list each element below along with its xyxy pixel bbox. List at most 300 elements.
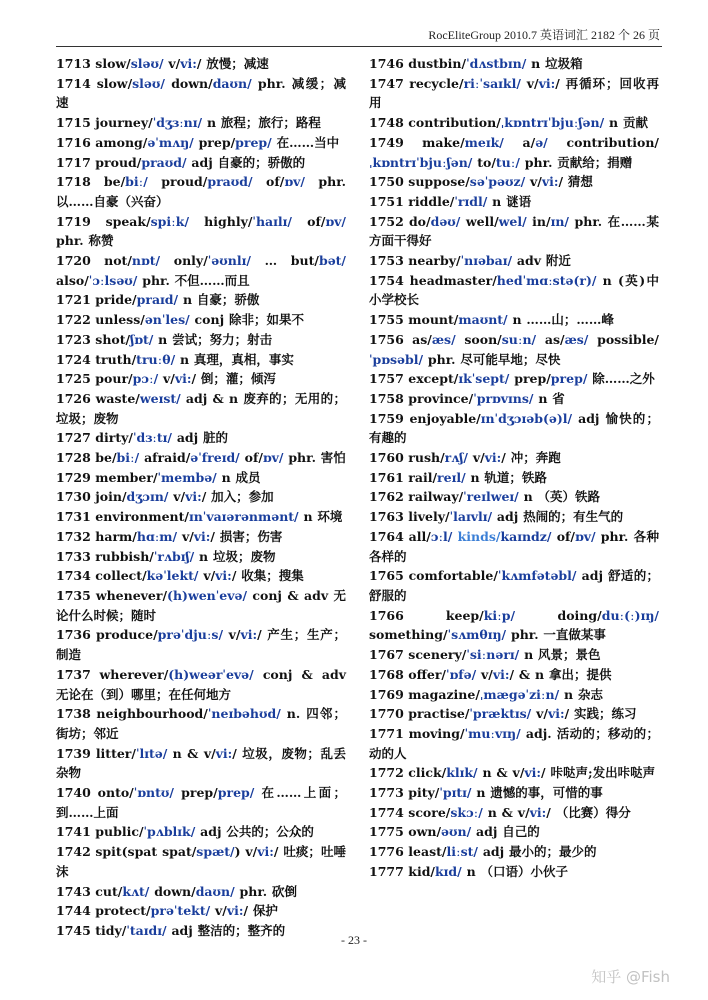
entry-number: 1776 (369, 844, 404, 860)
entry-part-ph: vi: (215, 745, 233, 761)
entry-part-hw: pride/ (95, 292, 137, 308)
entry-part-cn: / 实践；练习 (564, 706, 637, 722)
entry-part-pos: ) v/ (234, 844, 258, 860)
vocab-entry (56, 625, 346, 664)
vocab-entry (56, 212, 346, 251)
entry-part-pos: n & v/ (482, 804, 530, 820)
entry-part-hw: not/ (104, 253, 132, 269)
entry-part-hw: down/ (164, 75, 213, 91)
entry-number: 1771 (369, 725, 404, 741)
entry-part-pos: v/ (158, 371, 175, 387)
entry-number: 1775 (369, 824, 404, 840)
entry-part-hw: to/ (472, 154, 496, 170)
entry-part-cn: phr. 砍倒 (234, 883, 297, 899)
vocab-entry (369, 822, 659, 842)
entry-number: 1717 (56, 154, 91, 170)
vocab-entry (56, 783, 346, 822)
vocab-entry (56, 527, 346, 547)
entry-part-cn: / 咔哒声;发出咔哒声 (541, 765, 656, 781)
vocab-entry (369, 606, 659, 645)
entry-number: 1743 (56, 883, 91, 899)
entry-part-ph: praɪd/ (136, 292, 179, 308)
entry-part-hw: comfortable/ (408, 568, 498, 584)
entry-part-hw: pour/ (95, 371, 133, 387)
watermark: 知乎 @Fish (591, 968, 670, 986)
entry-part-hw: of/ (252, 174, 285, 190)
entry-part-cn: adj 舒适的；舒服的 (369, 568, 659, 603)
entry-part-pos: prep/ (509, 371, 551, 387)
entry-number: 1731 (56, 509, 91, 525)
entry-part-ph: meɪk/ (464, 134, 504, 150)
entry-part-cn: n 贡献 (604, 115, 648, 131)
entry-part-ph: (h)wenˈevə/ (167, 587, 248, 603)
entry-part-hw: rush/ (408, 450, 445, 466)
entry-part-ph: ˈrɪdl/ (454, 193, 488, 209)
entry-part-ph: biː/ (125, 174, 148, 190)
entry-part-pos: n & v/ (167, 745, 216, 761)
entry-part-cn: phr. 减缓；减速 (56, 75, 347, 111)
entry-number: 1754 (369, 272, 404, 288)
vocab-entry (369, 645, 659, 665)
entry-part-cn: / 垃圾，废物；乱丢杂物 (56, 745, 346, 781)
entry-part-pos: v/ (198, 568, 216, 584)
entry-part-cn: n 遗憾的事，可惜的事 (471, 785, 603, 801)
entry-part-ph: tuː/ (495, 154, 520, 170)
entry-part-cn: / 吐痰；吐唾沫 (56, 844, 346, 879)
entry-part-ph: riːˈsaɪkl/ (463, 75, 521, 91)
entry-number: 1764 (369, 528, 404, 544)
entry-part-cn: n 成员 (216, 469, 261, 485)
entry-part-cn: adj 自己的 (471, 824, 540, 840)
entry-part-hw: wherever/ (99, 666, 169, 682)
entry-part-ph: ɪn/ (550, 213, 569, 229)
entry-number: 1727 (56, 430, 91, 446)
entry-part-pos: v/ (168, 489, 186, 505)
entry-part-ph: vi: (541, 174, 559, 190)
entry-part-cn: phr. 一直做某事 (506, 627, 606, 643)
entry-part-ph: ˈlɪtə/ (135, 745, 168, 761)
entry-number: 1714 (56, 75, 91, 91)
entry-part-cn: adj 愉快的；有趣的 (369, 410, 659, 446)
entry-part-pos: v/ (525, 174, 542, 190)
entry-part-ph: ˈdɜːtɪ/ (132, 430, 172, 446)
entry-part-ph: ˌkɒntrɪˈbjuːʃən/ (369, 154, 473, 170)
entry-number: 1757 (369, 371, 404, 387)
entry-part-hw: spit(spat spat/ (95, 844, 197, 860)
entry-part-ph: ˈtaɪdɪ/ (126, 922, 167, 938)
entry-part-ph: vi: (226, 903, 244, 919)
entry-part-ph: ˈpʌblɪk/ (143, 824, 196, 840)
entry-number: 1765 (369, 568, 404, 584)
entry-part-cn: phr. 各种各样的 (369, 528, 660, 564)
entry-part-ph: kɪd/ (435, 863, 462, 879)
entry-part-cn: conj & adv 无论在（到）哪里；在任何地方 (56, 666, 346, 702)
entry-part-hw: proud/ (147, 174, 208, 190)
vocab-entry (369, 487, 659, 507)
entry-part-ph: reɪl/ (437, 469, 466, 485)
entry-part-ph: spæt/ (196, 844, 235, 860)
entry-part-cn: / & n 拿出；提供 (509, 666, 612, 682)
entry-part-ph: ˌkɒntrɪˈbjuːʃən/ (500, 115, 605, 131)
entry-part-ph: vi: (240, 627, 258, 643)
entry-number: 1741 (56, 824, 91, 840)
entry-part-ph: (h)weərˈevə/ (168, 666, 254, 682)
entry-part-hw: railway/ (408, 489, 464, 505)
entry-part-ph: vi: (193, 528, 211, 544)
vocab-entry (56, 369, 346, 389)
entry-part-ph: kəˈlekt/ (146, 568, 199, 584)
entry-part-hw: recycle/ (409, 75, 464, 91)
entry-part-hw: waste/ (95, 390, 140, 406)
entry-part-cn: / 再循环；回收再用 (369, 75, 660, 111)
entry-number: 1750 (369, 174, 404, 190)
entry-number: 1744 (56, 903, 91, 919)
entry-part-cn: adj 最小的；最少的 (477, 844, 597, 860)
entry-part-cn: n 杂志 (559, 686, 603, 702)
entry-part-hw: join/ (95, 489, 127, 505)
entry-part-ph: ˈreɪlweɪ/ (463, 489, 519, 505)
entry-part-cn: adj 整洁的；整齐的 (166, 922, 286, 938)
entry-part-cn: n (英)中小学校长 (369, 272, 659, 308)
entry-part-hw: … but/ (250, 253, 319, 269)
entry-number: 1735 (56, 587, 91, 603)
entry-part-ph: ʃɒt/ (130, 331, 154, 347)
entry-part-ph: səˈpəʊz/ (469, 174, 526, 190)
vocab-entry (369, 192, 659, 212)
vocab-entry (369, 310, 659, 330)
entry-part-hw: slow/ (96, 75, 133, 91)
entry-part-hw: among/ (95, 134, 148, 150)
entry-part-pos: v/ (476, 666, 493, 682)
entry-number: 1740 (56, 785, 91, 801)
vocab-entry (369, 172, 659, 192)
entry-part-cn: n. 四邻；街坊；邻近 (56, 706, 346, 741)
entry-part-hw: headmaster/ (409, 272, 497, 288)
entry-part-ph: prəˈdjuːs/ (157, 627, 224, 643)
entry-part-hw: litter/ (95, 745, 136, 761)
entry-part-ph: vi: (538, 75, 556, 91)
entry-number: 1723 (56, 331, 91, 347)
entry-part-cn: n 旅程；旅行；路程 (202, 115, 321, 131)
entry-part-ph: kʌt/ (122, 883, 150, 899)
entry-part-ph: vi: (185, 489, 202, 505)
entry-part-ph: duː(ː)ɪŋ/ (601, 607, 659, 623)
entry-part-ph: kiːp/ (483, 607, 516, 623)
entry-part-hw: least/ (408, 844, 447, 860)
entry-part-cn: phr. 称赞 (56, 233, 114, 249)
entry-number: 1774 (369, 804, 404, 820)
entry-part-hw: all/ (408, 528, 431, 544)
entry-part-hw: afraid/ (139, 450, 191, 466)
entry-part-cn: adj 脏的 (171, 430, 229, 446)
entry-part-ph: ɪkˈsept/ (458, 371, 510, 387)
entry-part-ph: daʊn/ (212, 75, 252, 91)
entry-part-hw: be/ (95, 450, 117, 466)
entry-number: 1729 (56, 469, 91, 485)
entry-part-ph: wel/ (498, 213, 527, 229)
vocab-entry (369, 212, 659, 251)
entry-part-hw: practise/ (408, 706, 470, 722)
entry-part-cn: 在……当中 (271, 134, 340, 150)
vocab-entry (56, 290, 346, 310)
entry-number: 1760 (369, 450, 404, 466)
right-column (369, 54, 659, 882)
entry-part-cn: adj & n 废弃的；无用的；垃圾；废物 (56, 390, 346, 426)
entry-number: 1738 (56, 706, 91, 722)
entry-number: 1747 (369, 75, 404, 91)
entry-part-hw: doing/ (515, 607, 602, 623)
entry-part-pos: v/ (531, 706, 548, 722)
entry-part-hw: only/ (160, 253, 208, 269)
entry-part-hw: except/ (408, 371, 459, 387)
page-header: RocEliteGroup 2010.7 英语词汇 2182 个 26 页 (428, 28, 660, 42)
vocab-entry (56, 566, 346, 586)
entry-part-hw: tidy/ (95, 922, 127, 938)
vocab-entry (56, 901, 346, 921)
entry-number: 1768 (369, 666, 404, 682)
entry-part-hw: a/ (503, 134, 536, 150)
vocab-entry (56, 468, 346, 488)
entry-number: 1773 (369, 785, 404, 801)
entry-number: 1715 (56, 115, 91, 131)
entry-part-hw: member/ (95, 469, 158, 485)
entry-part-hw: magazine/ (408, 686, 480, 702)
entry-part-ph: klɪk/ (446, 765, 478, 781)
vocab-entry (369, 468, 659, 488)
entry-part-hw: produce/ (96, 627, 158, 643)
vocab-entry (369, 507, 659, 527)
entry-part-cn: / 倒；灌；倾泻 (191, 371, 276, 387)
entry-number: 1755 (369, 312, 404, 328)
entry-part-hw: rail/ (408, 469, 438, 485)
entry-number: 1749 (369, 134, 404, 150)
entry-part-ph: æs/ (431, 331, 456, 347)
vocab-entry (369, 448, 659, 468)
entry-part-hw: nearby/ (408, 253, 461, 269)
vocab-entry (369, 113, 659, 133)
entry-part-ph: ˈsiːnərɪ/ (466, 647, 520, 663)
entry-number: 1736 (56, 627, 91, 643)
entry-part-ph: vi: (484, 450, 502, 466)
entry-part-hw: as/ (536, 331, 565, 347)
entry-part-hw: lively/ (408, 509, 450, 525)
entry-part-cn: phr. 不但……而且 (137, 272, 250, 288)
entry-number: 1733 (56, 548, 91, 564)
entry-number: 1753 (369, 253, 404, 269)
entry-part-ph: ˈnɪəbaɪ/ (460, 253, 513, 269)
vocab-entry (369, 409, 659, 448)
vocab-entry (369, 665, 659, 685)
entry-part-cn: conj 除非；如果不 (189, 312, 304, 328)
entry-part-hw: of/ (551, 528, 575, 544)
entry-number: 1777 (369, 863, 404, 879)
entry-part-hw: proud/ (95, 154, 142, 170)
entry-part-ph: liːst/ (446, 844, 478, 860)
entry-part-ph: ˈmuːvɪŋ/ (464, 725, 521, 741)
entry-number: 1748 (369, 115, 404, 131)
entry-part-ph: ˈpræktɪs/ (469, 706, 532, 722)
entry-part-cn: / 放慢；减速 (196, 56, 269, 71)
entry-part-hw: riddle/ (408, 193, 455, 209)
entry-number: 1759 (369, 410, 404, 426)
entry-part-hw: kid/ (408, 863, 435, 879)
entry-part-ph: ɒv/ (325, 213, 346, 229)
vocab-entry (369, 763, 659, 783)
entry-part-hw: public/ (95, 824, 144, 840)
entry-part-ph: ə/ (535, 134, 548, 150)
entry-number: 1751 (369, 193, 404, 209)
entry-part-hw: rubbish/ (95, 548, 154, 564)
entry-part-cn: n 轨道；铁路 (465, 469, 547, 485)
entry-part-hw: slow/ (95, 56, 131, 71)
entry-part-ph: vi: (215, 568, 232, 584)
entry-part-ph: dəʊ/ (430, 213, 461, 229)
entry-part-pos: v/ (467, 450, 485, 466)
entry-part-cn: n （英）铁路 (518, 489, 601, 505)
entry-part-ph: ɪnˈdʒɔɪəb(ə)l/ (480, 410, 573, 426)
entry-part-hw: province/ (408, 390, 474, 406)
vocab-entry (369, 271, 659, 310)
header-divider (56, 46, 662, 47)
entry-part-hw: do/ (408, 213, 431, 229)
left-column (56, 54, 346, 941)
vocab-entry (56, 448, 346, 468)
vocab-entry (56, 310, 346, 330)
entry-part-cn: phr. 以……自豪（兴奋） (56, 174, 346, 209)
entry-number: 1752 (369, 213, 404, 229)
entry-part-ph: ɔːl/ (430, 528, 453, 544)
entry-part-cn: / 冲；奔跑 (501, 450, 561, 466)
entry-part-cn: phr. 害怕 (283, 450, 346, 466)
entry-number: 1758 (369, 390, 404, 406)
entry-part-hw: mount/ (408, 312, 459, 328)
vocab-entry (56, 74, 346, 113)
entry-part-ph: vi: (524, 765, 542, 781)
entry-part-hw: moving/ (408, 725, 465, 741)
entry-number: 1770 (369, 706, 404, 722)
entry-part-ph: ˈneɪbəhʊd/ (207, 706, 281, 722)
entry-number: 1746 (369, 56, 404, 71)
entry-part-hw: in/ (526, 213, 551, 229)
entry-part-hw: soon/ (455, 331, 502, 347)
entry-part-ph: prəˈtekt/ (150, 903, 211, 919)
entry-part-hw: unless/ (95, 312, 145, 328)
vocab-entry (369, 251, 659, 271)
vocab-entry (369, 783, 659, 803)
entry-part-cn: adj 自豪的；骄傲的 (186, 154, 306, 170)
entry-part-ph: maʊnt/ (458, 312, 508, 328)
entry-number: 1716 (56, 134, 91, 150)
entry-part-cn: n 垃圾箱 (526, 56, 583, 71)
entry-part-cn: / 损害；伤害 (210, 528, 283, 544)
entry-number: 1728 (56, 450, 91, 466)
vocab-entry (56, 586, 346, 625)
entry-part-ph: ɒv/ (284, 174, 305, 190)
entry-number: 1772 (369, 765, 404, 781)
entry-part-ph: biː/ (116, 450, 140, 466)
entry-part-hw: possible/ (588, 331, 659, 347)
entry-part-hw: keep/ (445, 607, 484, 623)
entry-part-ph: ˈəʊnlɪ/ (207, 253, 251, 269)
entry-number: 1745 (56, 922, 91, 938)
entry-part-ph: hɑːm/ (136, 528, 178, 544)
vocab-entry (369, 74, 659, 113)
entry-part-cn: / 猜想 (558, 174, 593, 190)
entry-part-hw: cut/ (95, 883, 123, 899)
entry-part-ph: ˈpɪtɪ/ (439, 785, 472, 801)
entry-part-hw: neighbourhood/ (96, 706, 208, 722)
entry-part-hw: collect/ (95, 568, 147, 584)
entry-part-cn: adv 附近 (512, 253, 571, 269)
entry-part-hw: truth/ (95, 351, 137, 367)
entry-part-pos: prep/ (173, 785, 218, 801)
entry-part-cn: / 收集；搜集 (231, 568, 304, 584)
entry-number: 1720 (56, 253, 91, 269)
entry-part-ph: ˈrʌbɪʃ/ (153, 548, 195, 564)
vocab-entry (56, 428, 346, 448)
vocab-entry (56, 330, 346, 350)
entry-part-ph: ˈɒntʊ/ (133, 785, 174, 801)
entry-part-pos: v/ (223, 627, 241, 643)
entry-part-ph: suːn/ (501, 331, 537, 347)
vocab-entry (369, 803, 659, 823)
entry-part-hw: well/ (460, 213, 499, 229)
entry-number: 1734 (56, 568, 91, 584)
entry-part-hw: also/ (56, 272, 89, 288)
vocab-entry (369, 330, 659, 369)
entry-number: 1763 (369, 509, 404, 525)
entry-part-cn: n （口语）小伙子 (461, 863, 569, 879)
entry-part-hw: dustbin/ (408, 56, 467, 71)
entry-number: 1725 (56, 371, 91, 387)
page-number: - 23 - (341, 933, 367, 947)
entry-number: 1742 (56, 844, 91, 860)
vocab-entry (56, 133, 346, 153)
entry-part-ph: ˈdʒɜːnɪ/ (152, 115, 203, 131)
entry-part-ph: ˈprɒvɪns/ (473, 390, 534, 406)
entry-part-k: kinds/ (452, 528, 501, 544)
entry-part-hw: of/ (291, 213, 326, 229)
entry-part-hw: whenever/ (95, 587, 168, 603)
entry-part-ph: æs/ (564, 331, 589, 347)
entry-part-ph: ˌmægəˈziːn/ (479, 686, 560, 702)
entry-part-hw: as/ (412, 331, 432, 347)
entry-part-hw: offer/ (408, 666, 446, 682)
entry-part-ph: ɪnˈvaɪərənmənt/ (188, 509, 299, 525)
entry-part-cn: n 环境 (298, 509, 343, 525)
entry-number: 1722 (56, 312, 91, 328)
vocab-entry (56, 113, 346, 133)
entry-part-hw: harm/ (95, 528, 137, 544)
vocab-entry (56, 842, 346, 881)
entry-part-cn: n 自豪；骄傲 (178, 292, 260, 308)
vocab-entry (56, 744, 346, 783)
entry-part-cn: / （比赛）得分 (546, 804, 631, 820)
entry-part-ph: daʊn/ (195, 883, 235, 899)
entry-part-ph: ˈdʌstbɪn/ (466, 56, 527, 71)
entry-part-ph: əʊn/ (441, 824, 472, 840)
entry-part-cn: n 尝试；努力；射击 (153, 331, 273, 347)
entry-part-ph: rʌʃ/ (444, 450, 468, 466)
entry-part-ph: hedˈmɑːstə(r)/ (496, 272, 597, 288)
vocab-entry (369, 54, 659, 74)
entry-part-hw: be/ (103, 174, 126, 190)
entry-part-hw: of/ (239, 450, 263, 466)
entry-part-ph: ˈɒfə/ (445, 666, 477, 682)
entry-part-cn: n 风景；景色 (519, 647, 601, 663)
entry-part-pos: v/ (177, 528, 194, 544)
vocab-entry (369, 133, 659, 172)
